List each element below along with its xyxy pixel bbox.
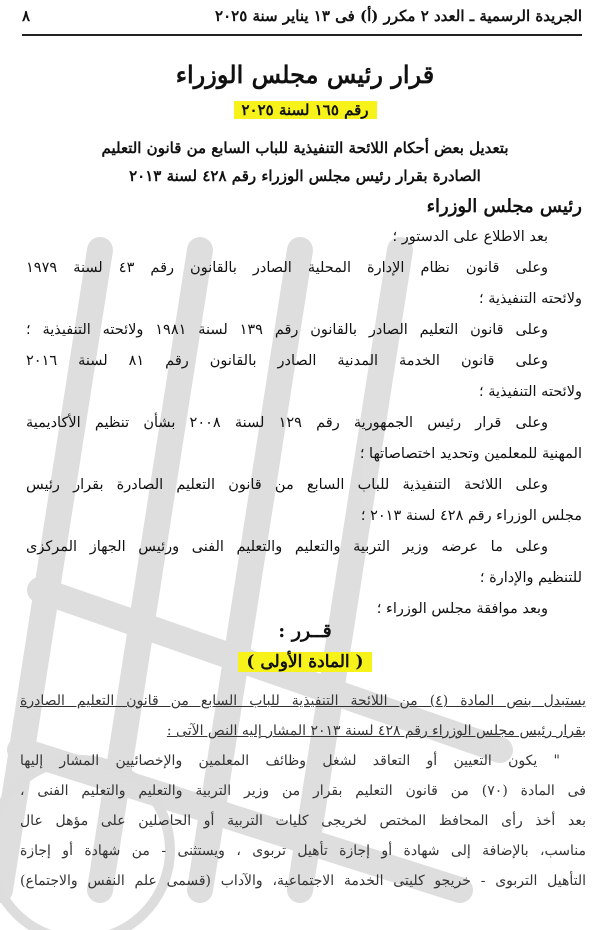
preamble-line: وعلى ما عرضه وزير التربية والتعليم والتعليم الفنى ورئيس الجهاز المركزى bbox=[26, 539, 548, 555]
preamble bbox=[26, 222, 582, 625]
article-line: التأهيل التربوى - خريجو كليتى الخدمة الاجتماعية، والآداب (قسمى علم النفس والاجتماع) bbox=[20, 873, 586, 889]
subject-line: بتعديل بعض أحكام اللائحة التنفيذية للباب السابع من قانون التعليم bbox=[101, 139, 509, 157]
preamble-line: المهنية للمعلمين وتحديد اختصاصاتها ؛ bbox=[359, 446, 582, 462]
article-line: يستبدل بنص المادة (٤) من اللائحة التنفيذية للباب السابع من قانون التعليم الصادرة bbox=[20, 693, 586, 709]
subject-line: الصادرة بقرار رئيس مجلس الوزراء رقم ٤٢٨ لسنة ٢٠١٣ bbox=[129, 167, 481, 185]
preamble-line: وعلى قانون نظام الإدارة المحلية الصادر بالقانون رقم ٤٣ لسنة ١٩٧٩ bbox=[26, 260, 548, 276]
preamble-line: بعد الاطلاع على الدستور ؛ bbox=[392, 229, 548, 245]
preamble-line: وعلى قانون التعليم الصادر بالقانون رقم ١٣٩ لسنة ١٩٨١ ولائحته التنفيذية ؛ bbox=[26, 322, 548, 338]
preamble-line: ولائحته التنفيذية ؛ bbox=[479, 384, 582, 400]
preamble-line: وعلى قرار رئيس الجمهورية رقم ١٢٩ لسنة ٢٠٠٨ بشأن تنظيم الأكاديمية bbox=[26, 415, 548, 431]
decree-subject bbox=[28, 134, 582, 190]
header-divider bbox=[22, 34, 582, 36]
article-title-highlight: ( المادة الأولى ) bbox=[238, 652, 371, 672]
gazette-issue-line: الجريدة الرسمية ـ العدد ٢ مكرر (أ) فى ١٣ يناير سنة ٢٠٢٥ bbox=[215, 7, 582, 25]
article-line: فى المادة (٧٠) من قانون التعليم بقرار من وزير التربية والتعليم والتعليم الفنى ، bbox=[20, 783, 586, 799]
article-line: بقرار رئيس مجلس الوزراء رقم ٤٢٨ لسنة ٢٠١٣ المشار إليه النص الآتى : bbox=[166, 723, 586, 739]
article-body bbox=[20, 686, 586, 896]
page-number: ٨ bbox=[22, 7, 31, 25]
preamble-line: ولائحته التنفيذية ؛ bbox=[479, 291, 582, 307]
decree-number bbox=[28, 100, 582, 119]
article-line: بعد أخذ رأى المحافظ المختص لخريجى كليات التربية أو الحاصلين على مؤهل عال bbox=[20, 813, 586, 829]
decided-heading: قــرر : bbox=[278, 620, 332, 642]
decree-number-highlight: رقم ١٦٥ لسنة ٢٠٢٥ bbox=[234, 101, 377, 119]
decree-title: قرار رئيس مجلس الوزراء bbox=[175, 60, 435, 89]
page-header bbox=[22, 4, 582, 28]
preamble-line: مجلس الوزراء رقم ٤٢٨ لسنة ٢٠١٣ ؛ bbox=[360, 508, 582, 524]
preamble-line: وبعد موافقة مجلس الوزراء ؛ bbox=[376, 601, 548, 617]
issuer-heading: رئيس مجلس الوزراء bbox=[426, 196, 582, 217]
preamble-line: وعلى اللائحة التنفيذية للباب السابع من قانون التعليم الصادرة بقرار رئيس bbox=[26, 477, 548, 493]
preamble-line: وعلى قانون الخدمة المدنية الصادر بالقانون رقم ٨١ لسنة ٢٠١٦ bbox=[26, 353, 548, 369]
preamble-line: للتنظيم والإدارة ؛ bbox=[479, 570, 582, 586]
article-line: مناسب، بالإضافة إلى شهادة أو إجازة تأهيل تربوى ، ويستثنى - من شهادة أو إجازة bbox=[20, 843, 586, 859]
article-heading bbox=[28, 652, 582, 672]
article-line: " يكون التعيين أو التعاقد لشغل وظائف المعلمين والإخصائيين المشار إليها bbox=[20, 753, 560, 769]
